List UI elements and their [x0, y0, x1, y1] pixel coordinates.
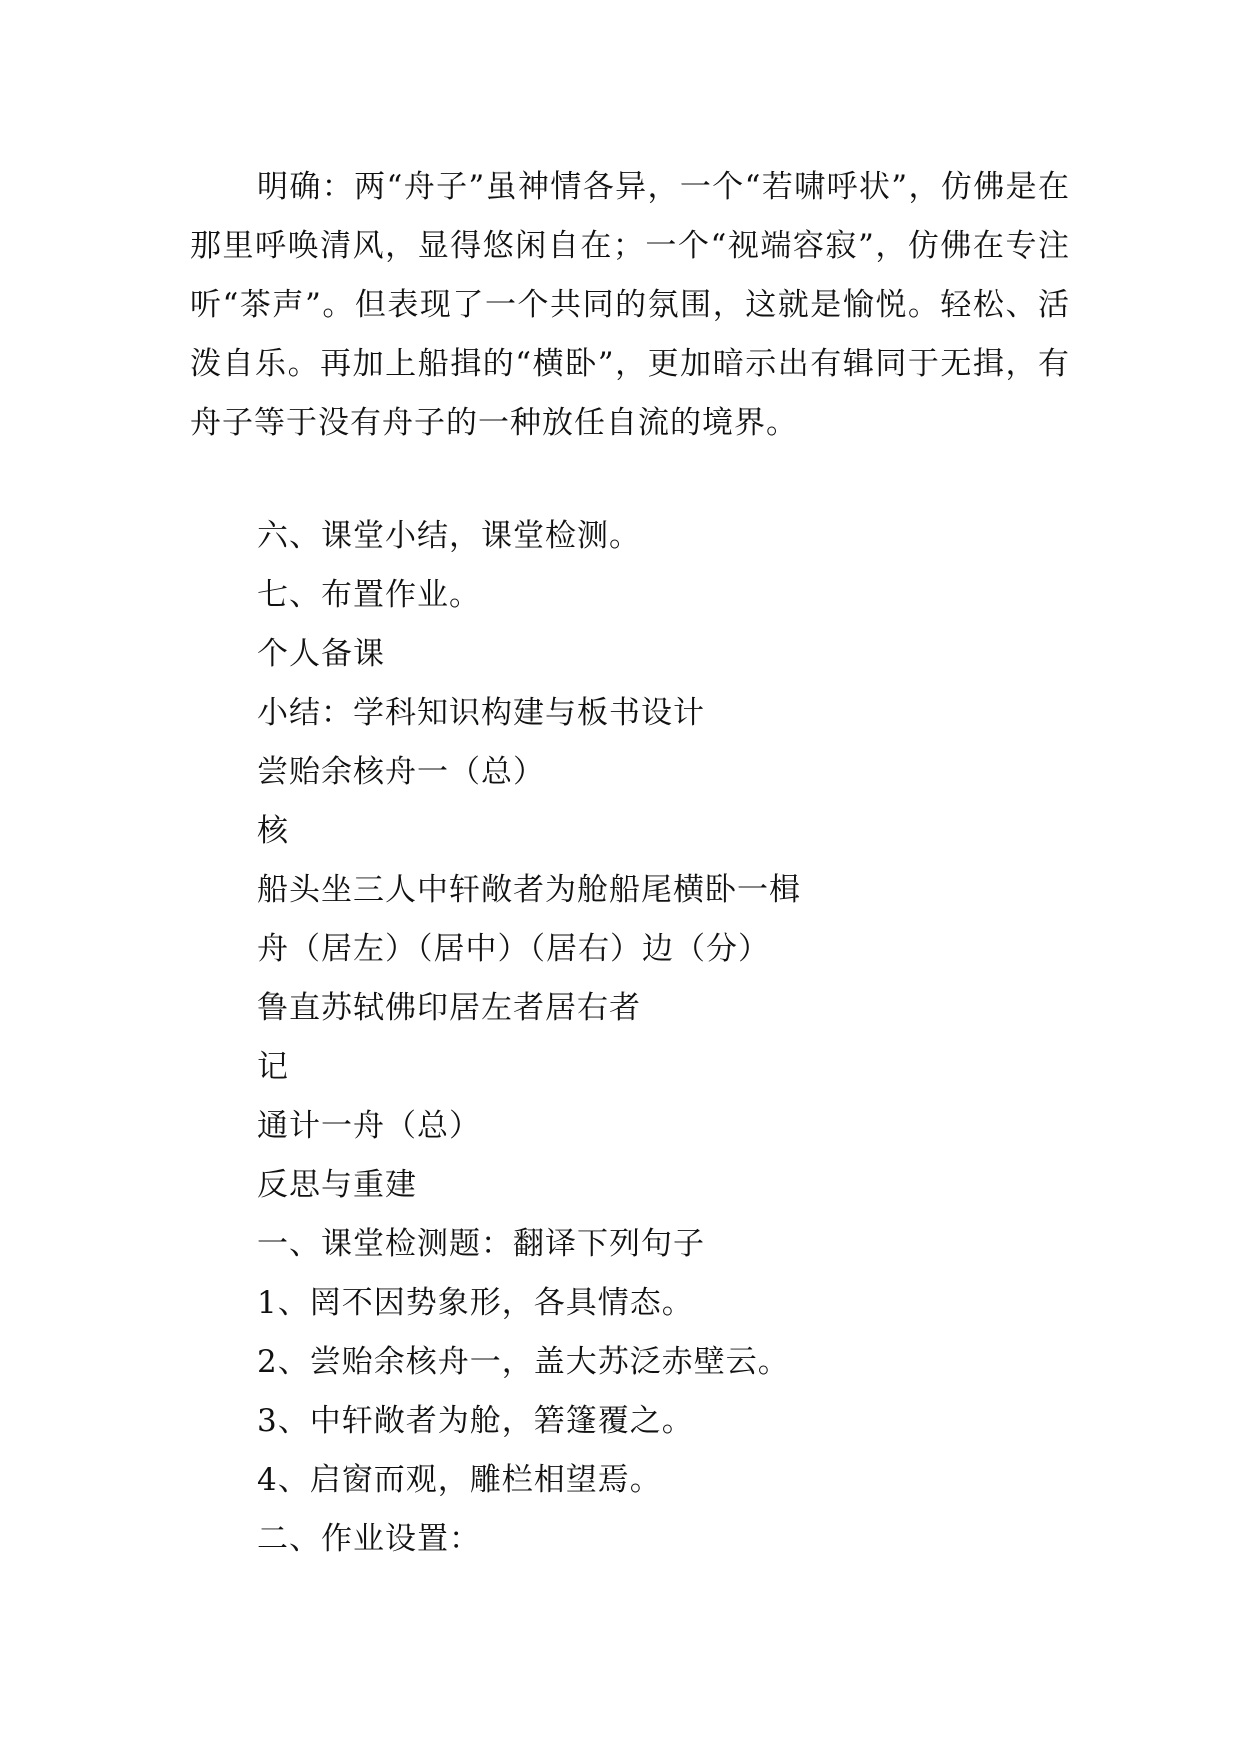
line-board-design: 小结：学科知识构建与板书设计 [257, 695, 705, 731]
line-board-7: 通计一舟（总） [257, 1108, 481, 1144]
lesson-lines [257, 507, 1117, 1569]
line-board-3: 船头坐三人中轩敞者为舱船尾横卧一楫 [257, 872, 801, 908]
line-board-6: 记 [257, 1049, 289, 1085]
line-board-5: 鲁直苏轼佛印居左者居右者 [257, 990, 641, 1026]
line-test-4: 4、启窗而观，雕栏相望焉。 [257, 1462, 662, 1498]
line-board-1: 尝贻余核舟一（总） [257, 754, 545, 790]
line-test-2: 2、尝贻余核舟一，盖大苏泛赤壁云。 [257, 1344, 790, 1380]
line-homework: 七、布置作业。 [257, 577, 481, 613]
line-assignment: 二、作业设置： [257, 1521, 481, 1557]
line-board-2: 核 [257, 813, 289, 849]
line-summary-test: 六、课堂小结，课堂检测。 [257, 518, 641, 554]
line-board-4: 舟（居左）（居中）（居右）边（分） [257, 931, 770, 967]
line-personal-prep: 个人备课 [257, 636, 385, 672]
line-reflection: 反思与重建 [257, 1167, 417, 1203]
line-test-1: 1、罔不因势象形，各具情态。 [257, 1285, 694, 1321]
line-test-title: 一、课堂检测题：翻译下列句子 [257, 1226, 705, 1262]
line-test-3: 3、中轩敞者为舱，箬篷覆之。 [257, 1403, 694, 1439]
explanation-paragraph: 明确：两“舟子”虽神情各异，一个“若啸呼状”，仿佛是在那里呼唤清风，显得悠闲自在；一个“视端容寂”，仿佛在专注听“茶声”。但表现了一个共同的氛围，这就是愉悦。轻松、活泼自乐。再加上船揖的“横卧”，更加暗示出有辑同于无揖，有舟子等于没有舟子的一种放任自流的境界。 [190, 169, 1070, 441]
